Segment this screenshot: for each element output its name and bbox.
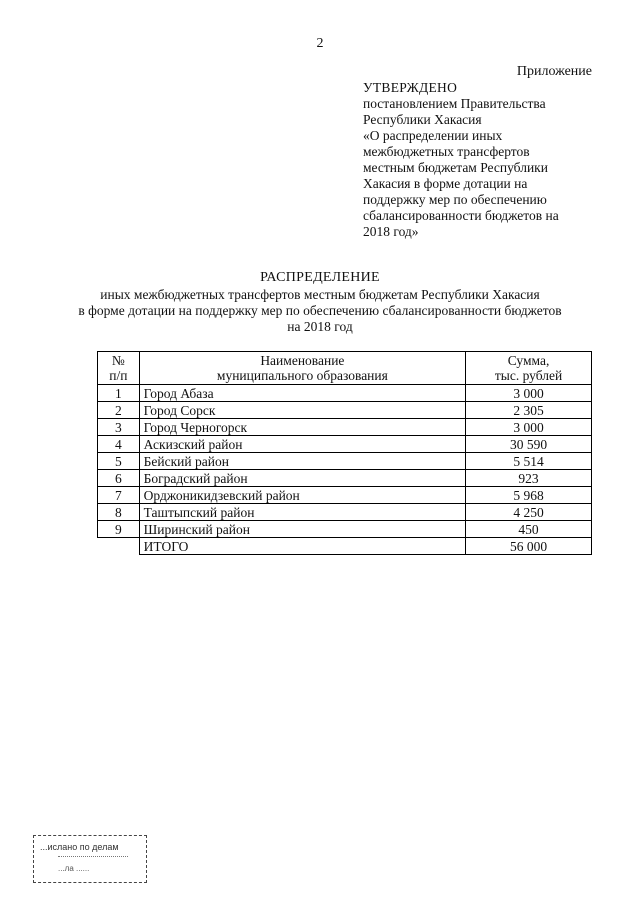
header-number	[98, 352, 140, 385]
header-sum-line: тыс. рублей	[494, 368, 563, 383]
row-name: Город Черногорск	[139, 419, 465, 436]
total-sum: 56 000	[466, 538, 592, 555]
row-name: Город Сорск	[139, 402, 465, 419]
table-row	[98, 487, 592, 504]
row-sum: 4 250	[466, 504, 592, 521]
approval-line: «О распределении иных	[363, 128, 503, 143]
registration-stamp	[33, 835, 147, 883]
header-number-line: №	[111, 353, 125, 368]
approval-line: Хакасия в форме дотации на	[363, 176, 528, 191]
row-name: Таштыпский район	[139, 504, 465, 521]
header-number-line: п/п	[109, 368, 128, 383]
table-row	[98, 504, 592, 521]
stamp-divider	[58, 856, 128, 857]
table-total-row	[98, 538, 592, 555]
row-number: 4	[98, 436, 140, 453]
row-number: 1	[98, 385, 140, 402]
table-row	[98, 436, 592, 453]
table-row	[98, 402, 592, 419]
stamp-line: ...ислано по делам	[40, 842, 119, 852]
row-sum: 3 000	[466, 385, 592, 402]
header-name-line: Наименование	[260, 353, 345, 368]
approval-line: сбалансированности бюджетов на	[363, 208, 559, 223]
row-sum: 3 000	[466, 419, 592, 436]
row-name: Город Абаза	[139, 385, 465, 402]
row-number: 7	[98, 487, 140, 504]
row-number: 6	[98, 470, 140, 487]
approval-line: Республики Хакасия	[363, 112, 482, 127]
row-number: 3	[98, 419, 140, 436]
row-name: Бейский район	[139, 453, 465, 470]
row-number: 2	[98, 402, 140, 419]
total-number-cell	[98, 538, 140, 555]
row-sum: 5 968	[466, 487, 592, 504]
row-number: 9	[98, 521, 140, 538]
stamp-line: ...ла ......	[58, 864, 90, 873]
subtitle-line: иных межбюджетных трансфертов местным бюджетам Республики Хакасия	[100, 287, 540, 302]
total-label: ИТОГО	[139, 538, 465, 555]
page-number: 2	[316, 36, 324, 51]
subtitle-line: в форме дотации на поддержку мер по обеспечению сбалансированности бюджетов	[78, 303, 562, 318]
row-number: 5	[98, 453, 140, 470]
approval-line: местным бюджетам Республики	[363, 160, 548, 175]
header-sum-line: Сумма,	[507, 353, 550, 368]
approval-line: межбюджетных трансфертов	[363, 144, 530, 159]
row-name: Ширинский район	[139, 521, 465, 538]
approval-heading: УТВЕРЖДЕНО	[363, 80, 458, 95]
row-name: Аскизский район	[139, 436, 465, 453]
table-row	[98, 453, 592, 470]
table-row	[98, 521, 592, 538]
approval-line: 2018 год»	[363, 224, 419, 239]
table-row	[98, 419, 592, 436]
header-name-line: муниципального образования	[216, 368, 388, 383]
table-header-row	[98, 352, 592, 385]
header-name	[139, 352, 465, 385]
approval-line: постановлением Правительства	[363, 96, 546, 111]
document-title: РАСПРЕДЕЛЕНИЕ	[260, 270, 380, 285]
row-sum: 5 514	[466, 453, 592, 470]
row-name: Боградский район	[139, 470, 465, 487]
table-row	[98, 470, 592, 487]
table-row	[98, 385, 592, 402]
header-sum	[466, 352, 592, 385]
document-subtitle	[0, 287, 640, 335]
row-sum: 2 305	[466, 402, 592, 419]
row-sum: 923	[466, 470, 592, 487]
approval-block	[363, 80, 603, 240]
approval-line: поддержку мер по обеспечению	[363, 192, 547, 207]
distribution-table	[97, 351, 592, 555]
subtitle-line: на 2018 год	[287, 319, 353, 334]
row-number: 8	[98, 504, 140, 521]
row-name: Орджоникидзевский район	[139, 487, 465, 504]
annex-label: Приложение	[516, 64, 592, 79]
row-sum: 30 590	[466, 436, 592, 453]
row-sum: 450	[466, 521, 592, 538]
